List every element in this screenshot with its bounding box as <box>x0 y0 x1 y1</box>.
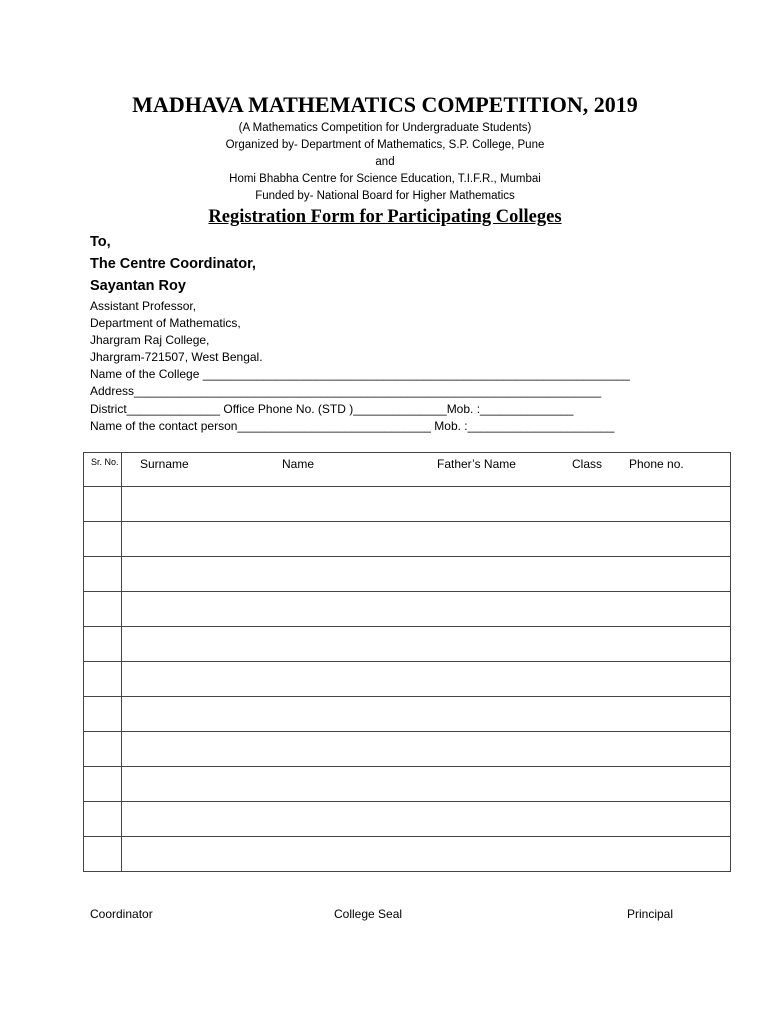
table-row <box>84 522 731 557</box>
participant-details-cell[interactable] <box>122 627 731 662</box>
address-line: Jhargram-721507, West Bengal. <box>90 350 263 364</box>
contact-person-field[interactable]: Name of the contact person_____________________________ Mob. :______________________ <box>90 419 615 433</box>
college-seal: College Seal <box>334 907 403 921</box>
sr-no-cell[interactable] <box>84 662 122 697</box>
table-body <box>84 487 731 872</box>
sr-no-cell[interactable] <box>84 592 122 627</box>
table-header-row <box>84 453 731 487</box>
sr-no-cell[interactable] <box>84 767 122 802</box>
address-line: Department of Mathematics, <box>90 316 241 330</box>
header-phone: Phone no. <box>629 457 684 471</box>
sr-no-cell[interactable] <box>84 802 122 837</box>
table-row <box>84 627 731 662</box>
participant-details-cell[interactable] <box>122 592 731 627</box>
college-name-field[interactable]: Name of the College ________________________________________________________________ <box>90 367 630 381</box>
form-title: Registration Form for Participating Colleges <box>208 207 562 227</box>
table-row <box>84 487 731 522</box>
header-name: Name <box>282 457 315 471</box>
competition-title: MADHAVA MATHEMATICS COMPETITION, 2019 <box>132 92 638 117</box>
header-fathers-name: Father’s Name <box>437 457 516 471</box>
participant-details-cell[interactable] <box>122 767 731 802</box>
table-row <box>84 592 731 627</box>
header-class: Class <box>572 457 603 471</box>
table-row <box>84 697 731 732</box>
sr-no-cell[interactable] <box>84 522 122 557</box>
participant-details-cell[interactable] <box>122 487 731 522</box>
participant-details-cell[interactable] <box>122 522 731 557</box>
table-row <box>84 837 731 872</box>
sr-no-cell[interactable] <box>84 697 122 732</box>
header-surname: Surname <box>140 457 189 471</box>
participant-details-cell[interactable] <box>122 557 731 592</box>
participant-details-cell[interactable] <box>122 662 731 697</box>
sr-no-cell[interactable] <box>84 627 122 662</box>
table-row <box>84 802 731 837</box>
sr-no-cell[interactable] <box>84 487 122 522</box>
table-row <box>84 732 731 767</box>
address-recipient: The Centre Coordinator, <box>90 256 256 272</box>
participant-details-cell[interactable] <box>122 802 731 837</box>
conjunction-line: and <box>375 156 395 168</box>
participant-details-cell[interactable] <box>122 837 731 872</box>
participant-details-cell[interactable] <box>122 732 731 767</box>
coordinator-signature: Coordinator <box>90 907 153 921</box>
address-line: Jhargram Raj College, <box>90 333 210 347</box>
sr-no-cell[interactable] <box>84 732 122 767</box>
sr-no-cell[interactable] <box>84 837 122 872</box>
participants-table <box>83 452 731 872</box>
header-sr-no: Sr. No. <box>84 453 122 487</box>
principal-signature: Principal <box>627 907 674 921</box>
address-to: To, <box>90 234 111 250</box>
header-cells <box>122 453 731 487</box>
co-organizer-line: Homi Bhabha Centre for Science Education, T.I.F.R., Mumbai <box>229 173 541 185</box>
participant-details-cell[interactable] <box>122 697 731 732</box>
subtitle-line: (A Mathematics Competition for Undergraduate Students) <box>238 122 532 134</box>
sr-no-cell[interactable] <box>84 557 122 592</box>
organizer-line: Organized by- Department of Mathematics, S.P. College, Pune <box>225 139 545 151</box>
table-row <box>84 557 731 592</box>
college-address-field[interactable]: Address______________________________________________________________________ <box>90 384 602 398</box>
address-name: Sayantan Roy <box>90 278 186 294</box>
address-line: Assistant Professor, <box>90 299 197 313</box>
table-row <box>84 662 731 697</box>
table-row <box>84 767 731 802</box>
funding-line: Funded by- National Board for Higher Mathematics <box>255 190 515 202</box>
district-phone-field[interactable]: District______________ Office Phone No. (STD )______________Mob. :______________ <box>90 402 574 416</box>
